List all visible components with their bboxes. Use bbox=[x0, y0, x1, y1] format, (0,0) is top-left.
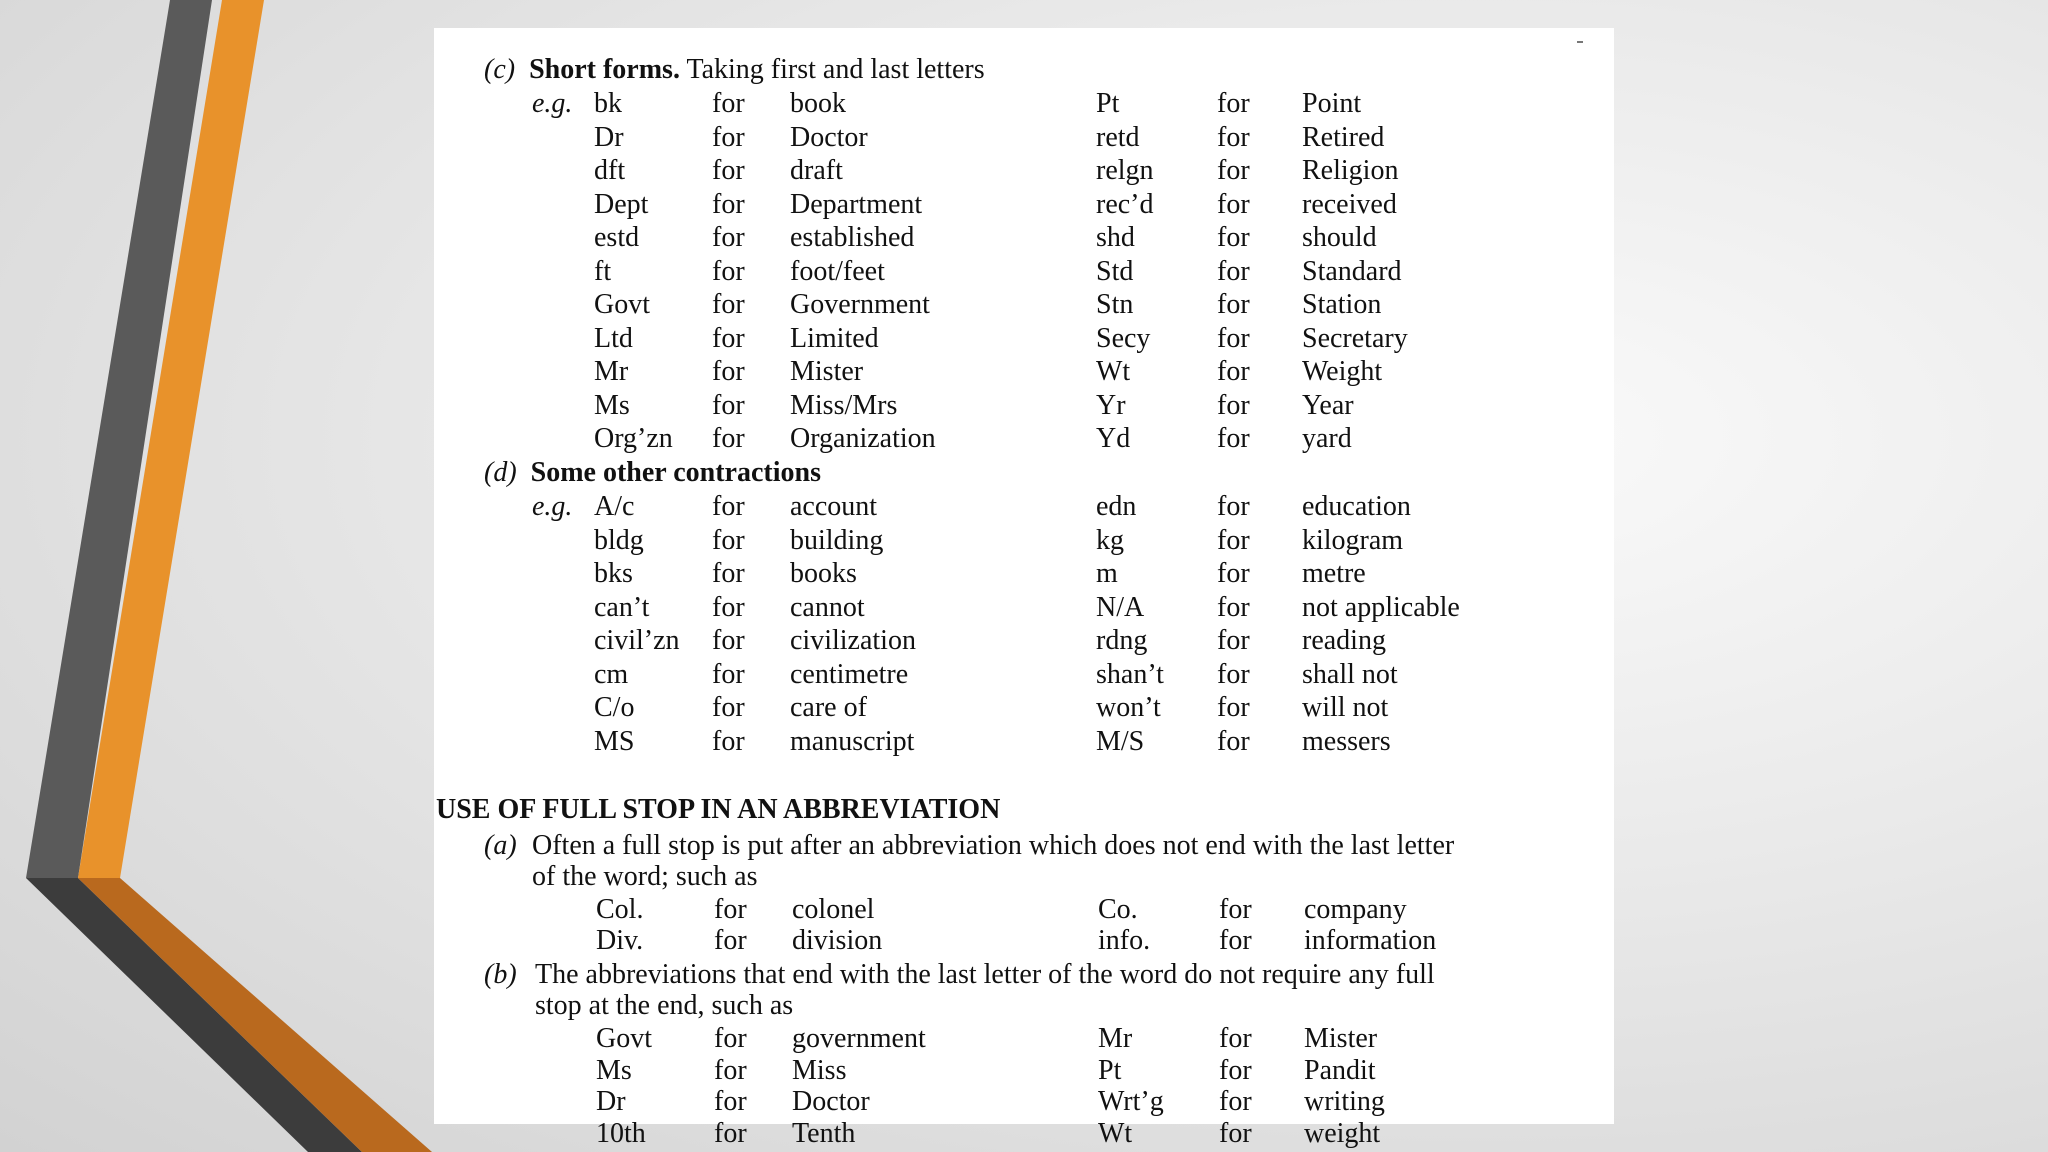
cell-for-left: for bbox=[712, 289, 745, 320]
cell-for-left: for bbox=[712, 88, 745, 119]
cell-for-left: for bbox=[712, 255, 745, 287]
cell-for-left: for bbox=[712, 188, 745, 220]
cell-abbr-right: shd bbox=[1096, 222, 1135, 253]
cell-abbr-right: rec’d bbox=[1096, 188, 1154, 220]
cell-for-right: for bbox=[1217, 692, 1250, 723]
cell-for-right: for bbox=[1217, 155, 1250, 186]
cell-meaning-right: Standard bbox=[1302, 255, 1402, 287]
cell-for-right: for bbox=[1217, 524, 1250, 556]
cell-abbr-left: bldg bbox=[594, 524, 644, 556]
cell-meaning-left: Miss bbox=[792, 1054, 847, 1086]
cell-for-left: for bbox=[714, 1086, 747, 1117]
cell-for-left: for bbox=[712, 155, 745, 186]
cell-abbr-right: info. bbox=[1098, 925, 1151, 956]
cell-abbr-left: Ltd bbox=[594, 322, 633, 354]
cell-abbr-right: Yr bbox=[1096, 389, 1126, 421]
cell-meaning-left: foot/feet bbox=[790, 255, 885, 287]
cell-meaning-left: building bbox=[790, 524, 884, 556]
cell-for-left: for bbox=[712, 591, 745, 623]
cell-for-left: for bbox=[712, 658, 745, 690]
section-b-text-line1: The abbreviations that end with the last letter of the word do not require any full bbox=[535, 959, 1435, 990]
cell-abbr-left: Govt bbox=[596, 1023, 652, 1054]
section-a-text-line2: of the word; such as bbox=[532, 861, 758, 892]
cell-abbr-right: Pt bbox=[1098, 1054, 1122, 1086]
section-d-heading bbox=[484, 456, 821, 490]
cell-for-left: for bbox=[712, 389, 745, 421]
cell-for-right: for bbox=[1217, 222, 1250, 253]
cell-abbr-right: Pt bbox=[1096, 88, 1120, 119]
cell-for-right: for bbox=[1217, 121, 1250, 153]
cell-meaning-right: education bbox=[1302, 491, 1411, 522]
cell-abbr-left: Col. bbox=[596, 894, 644, 925]
cell-for-left: for bbox=[714, 925, 747, 956]
orange-lower-stripe bbox=[78, 878, 432, 1152]
gray-lower-stripe bbox=[26, 878, 362, 1152]
cell-abbr-right: retd bbox=[1096, 121, 1140, 153]
cell-meaning-right: will not bbox=[1302, 692, 1389, 723]
cell-meaning-right: Religion bbox=[1302, 155, 1399, 186]
cell-meaning-left: book bbox=[790, 88, 846, 119]
cell-abbr-right: won’t bbox=[1096, 692, 1161, 723]
cell-abbr-left: C/o bbox=[594, 692, 635, 723]
cell-for-left: for bbox=[714, 1054, 747, 1086]
cell-abbr-left: MS bbox=[594, 725, 635, 757]
cell-meaning-left: Doctor bbox=[790, 121, 868, 153]
cell-abbr-left: Ms bbox=[596, 1054, 632, 1086]
cell-for-right: for bbox=[1219, 894, 1252, 925]
cell-meaning-right: messers bbox=[1302, 725, 1391, 757]
cell-abbr-right: Yd bbox=[1096, 423, 1131, 454]
section-d-title: Some other contractions bbox=[530, 457, 821, 488]
cell-for-left: for bbox=[712, 356, 745, 387]
cell-for-left: for bbox=[714, 1023, 747, 1054]
cell-meaning-left: civilization bbox=[790, 625, 916, 656]
cell-meaning-right: kilogram bbox=[1302, 524, 1404, 556]
cell-for-left: for bbox=[712, 692, 745, 723]
cell-meaning-right: not applicable bbox=[1302, 591, 1460, 623]
cell-abbr-right: Std bbox=[1096, 255, 1134, 287]
cell-meaning-right: shall not bbox=[1302, 658, 1398, 690]
cell-meaning-left: account bbox=[790, 491, 878, 522]
cell-meaning-right: writing bbox=[1304, 1086, 1385, 1117]
cell-for-right: for bbox=[1217, 255, 1250, 287]
cell-for-left: for bbox=[712, 322, 745, 354]
cell-abbr-right: Co. bbox=[1098, 894, 1138, 925]
cell-meaning-left: Government bbox=[790, 289, 930, 320]
cell-for-right: for bbox=[1219, 1023, 1252, 1054]
cell-for-left: for bbox=[712, 222, 745, 253]
cell-for-right: for bbox=[1219, 1086, 1252, 1117]
cell-meaning-right: Retired bbox=[1302, 121, 1385, 153]
cell-for-right: for bbox=[1217, 188, 1250, 220]
cell-for-right: for bbox=[1219, 925, 1252, 956]
cell-abbr-right: edn bbox=[1096, 491, 1137, 522]
cell-abbr-right: Stn bbox=[1096, 289, 1134, 320]
cell-meaning-left: Department bbox=[790, 188, 923, 220]
cell-abbr-right: m bbox=[1096, 558, 1118, 589]
cell-meaning-left: Doctor bbox=[792, 1086, 870, 1117]
cell-for-left: for bbox=[712, 491, 745, 522]
cell-meaning-left: colonel bbox=[792, 894, 875, 925]
cell-for-right: for bbox=[1219, 1117, 1252, 1149]
cell-meaning-right: company bbox=[1304, 894, 1407, 925]
cell-for-right: for bbox=[1217, 389, 1250, 421]
cell-meaning-left: Limited bbox=[790, 322, 879, 354]
cell-meaning-right: Secretary bbox=[1302, 322, 1408, 354]
section-b-label: (b) bbox=[484, 959, 517, 990]
cell-abbr-right: relgn bbox=[1096, 155, 1154, 186]
cell-for-right: for bbox=[1217, 491, 1250, 522]
cell-abbr-left: Dept bbox=[594, 188, 649, 220]
cell-abbr-left: Org’zn bbox=[594, 423, 673, 454]
cell-meaning-left: care of bbox=[790, 692, 867, 723]
cell-for-right: for bbox=[1217, 725, 1250, 757]
section-d-label: (d) bbox=[484, 457, 517, 488]
cell-meaning-left: manuscript bbox=[790, 725, 915, 757]
section-c-subtitle: Taking first and last letters bbox=[686, 54, 985, 85]
cell-for-right: for bbox=[1217, 322, 1250, 354]
cell-meaning-right: Mister bbox=[1304, 1023, 1378, 1054]
cell-for-right: for bbox=[1217, 658, 1250, 690]
cell-meaning-right: Station bbox=[1302, 289, 1382, 320]
cell-for-left: for bbox=[712, 524, 745, 556]
cell-abbr-right: N/A bbox=[1096, 591, 1145, 623]
cell-abbr-right: kg bbox=[1096, 524, 1124, 556]
cell-for-left: for bbox=[712, 423, 745, 454]
cell-for-left: for bbox=[712, 725, 745, 757]
section-c-label: (c) bbox=[484, 54, 516, 85]
cell-abbr-right: Secy bbox=[1096, 322, 1151, 354]
cell-for-right: for bbox=[1219, 1054, 1252, 1086]
cell-for-right: for bbox=[1217, 423, 1250, 454]
section-a-text-line1: Often a full stop is put after an abbreviation which does not end with the last letter bbox=[532, 830, 1455, 861]
cell-meaning-right: metre bbox=[1302, 558, 1366, 589]
section-c-heading bbox=[484, 53, 985, 87]
cell-abbr-right: M/S bbox=[1096, 725, 1145, 757]
cell-abbr-right: Mr bbox=[1098, 1023, 1133, 1054]
cell-abbr-left: Dr bbox=[594, 121, 624, 153]
full-stop-heading: USE OF FULL STOP IN AN ABBREVIATION bbox=[436, 794, 1001, 825]
cell-meaning-left: Organization bbox=[790, 423, 936, 454]
cell-meaning-right: Weight bbox=[1302, 356, 1383, 387]
cell-for-left: for bbox=[712, 121, 745, 153]
cell-meaning-left: cannot bbox=[790, 591, 865, 623]
cell-meaning-right: received bbox=[1302, 188, 1397, 220]
cell-for-left: for bbox=[714, 1117, 747, 1149]
section-a-label: (a) bbox=[484, 830, 517, 861]
cell-for-right: for bbox=[1217, 591, 1250, 623]
cell-abbr-right: Wt bbox=[1098, 1117, 1133, 1149]
cell-meaning-left: government bbox=[792, 1023, 926, 1054]
cell-abbr-left: bks bbox=[594, 558, 633, 589]
cell-abbr-left: cm bbox=[594, 658, 629, 690]
cell-for-left: for bbox=[712, 625, 745, 656]
cell-meaning-left: draft bbox=[790, 155, 843, 186]
section-c-title: Short forms. bbox=[529, 54, 680, 85]
cell-meaning-left: Tenth bbox=[792, 1117, 856, 1149]
cell-abbr-left: estd bbox=[594, 222, 640, 253]
cell-abbr-left: A/c bbox=[594, 491, 635, 522]
cell-abbr-right: rdng bbox=[1096, 625, 1148, 656]
cell-abbr-left: Ms bbox=[594, 389, 630, 421]
cell-abbr-right: shan’t bbox=[1096, 658, 1164, 690]
cell-abbr-left: bk bbox=[594, 88, 622, 119]
cell-meaning-left: books bbox=[790, 558, 857, 589]
cell-meaning-left: established bbox=[790, 222, 915, 253]
cell-abbr-left: Dr bbox=[596, 1086, 626, 1117]
cell-abbr-left: ft bbox=[594, 255, 612, 287]
cell-abbr-left: 10th bbox=[596, 1117, 646, 1149]
cell-for-right: for bbox=[1217, 88, 1250, 119]
cell-for-right: for bbox=[1217, 356, 1250, 387]
section-b-text-line2: stop at the end, such as bbox=[535, 990, 794, 1021]
cell-abbr-left: civil’zn bbox=[594, 625, 680, 656]
cell-for-right: for bbox=[1217, 289, 1250, 320]
cell-meaning-right: should bbox=[1302, 222, 1377, 253]
cell-meaning-left: Mister bbox=[790, 356, 864, 387]
cell-for-left: for bbox=[712, 558, 745, 589]
cell-abbr-left: can’t bbox=[594, 591, 650, 623]
page-mark bbox=[1577, 41, 1583, 43]
section-d-eg: e.g. bbox=[532, 491, 573, 522]
cell-meaning-right: weight bbox=[1304, 1117, 1381, 1149]
cell-for-left: for bbox=[714, 894, 747, 925]
cell-abbr-left: Div. bbox=[596, 925, 644, 956]
cell-abbr-right: Wrt’g bbox=[1098, 1086, 1164, 1117]
cell-meaning-right: reading bbox=[1302, 625, 1386, 656]
cell-for-right: for bbox=[1217, 625, 1250, 656]
cell-abbr-right: Wt bbox=[1096, 356, 1131, 387]
cell-meaning-right: information bbox=[1304, 925, 1437, 956]
document-page bbox=[434, 28, 1614, 1149]
cell-meaning-right: yard bbox=[1302, 423, 1352, 454]
cell-for-right: for bbox=[1217, 558, 1250, 589]
cell-meaning-left: Miss/Mrs bbox=[790, 389, 898, 421]
cell-meaning-right: Point bbox=[1302, 88, 1362, 119]
cell-meaning-right: Pandit bbox=[1304, 1054, 1376, 1086]
cell-abbr-left: dft bbox=[594, 155, 626, 186]
cell-meaning-left: division bbox=[792, 925, 883, 956]
cell-meaning-right: Year bbox=[1302, 389, 1354, 421]
cell-abbr-left: Mr bbox=[594, 356, 629, 387]
section-c-eg: e.g. bbox=[532, 88, 573, 119]
cell-abbr-left: Govt bbox=[594, 289, 650, 320]
cell-meaning-left: centimetre bbox=[790, 658, 909, 690]
